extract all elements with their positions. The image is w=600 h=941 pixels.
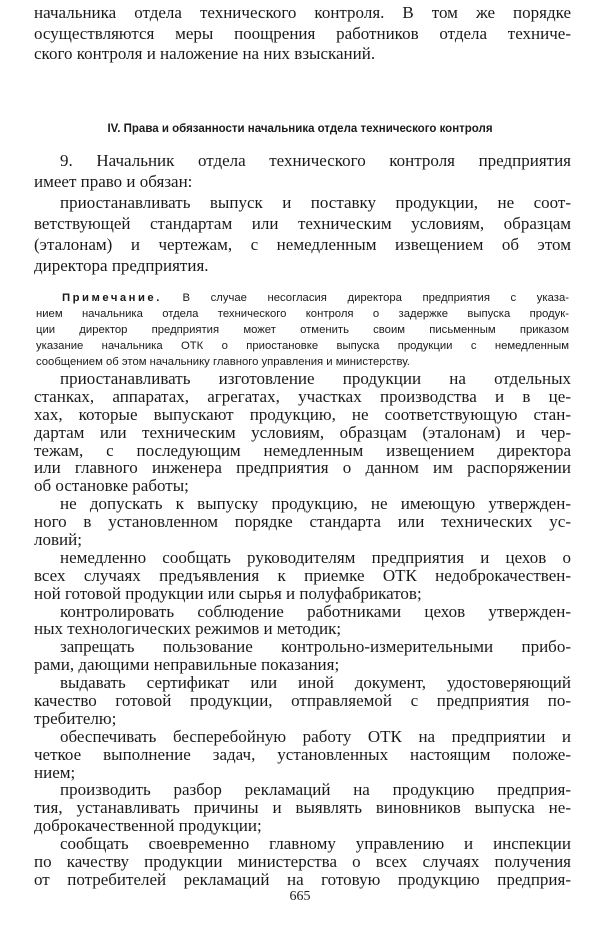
text-line: немедленно сообщать руководителям предприятия и цехов о (60, 547, 571, 567)
text-line: приостанавливать изготовление продукции на отдельных (60, 369, 571, 388)
text-line: тия, устанавливать причины и выявлять виновников выпуска не- (34, 798, 571, 818)
text-line: ловий; (34, 530, 82, 550)
text-line: контролировать соблюдение работниками цехов утвержден- (60, 601, 571, 621)
text-line: всех случаях предъявления к приемке ОТК недоброкачествен- (34, 565, 571, 585)
text-line: директора предприятия. (34, 256, 209, 275)
text-line: об остановке работы; (34, 476, 189, 496)
text-line: ной готовой продукции или сырья и полуфабрикатов; (34, 583, 422, 603)
text-line: выдавать сертификат или иной документ, удостоверяющий (60, 673, 571, 693)
text-line: нием; (34, 762, 76, 782)
note-label: Примечание. (62, 292, 162, 304)
main-text (34, 370, 571, 889)
text-line: запрещать пользование контрольно-измерительными прибо- (60, 637, 571, 657)
text-line: нием начальника отдела технического контроля о задержке выпуска продук- (36, 308, 569, 320)
text-line: сообщением об этом начальнику главного управления и министерству. (36, 356, 410, 368)
text-line: доброкачественной продукции; (34, 816, 262, 836)
note (36, 290, 569, 370)
text-line: производить разбор рекламаций на продукцию предприя- (60, 780, 571, 800)
paragraph-continuation (34, 3, 571, 65)
text-line: качество готовой продукции, отправляемой с предприятия по- (34, 691, 571, 711)
section-heading: IV. Права и обязанности начальника отдела технического контроля (107, 123, 493, 135)
text-line: сообщать своевременно главному управлению и инспекции (60, 834, 571, 854)
text-line: станках, аппаратах, агрегатах, участках производства и в це- (34, 386, 571, 406)
text-line: тежам, с последующим немедленным извещением директора (34, 440, 571, 460)
text-line: осуществляются меры поощрения работников отдела техниче- (34, 23, 571, 43)
text-line: обеспечивать бесперебойную работу ОТК на предприятии и (60, 726, 571, 746)
text-line: 9. Начальник отдела технического контроля предприятия (60, 151, 571, 170)
note-text: В случае несогласия директора предприятия с указа- (182, 292, 569, 304)
text-line: требителю; (34, 708, 117, 728)
text-line: (эталонам) и чертежам, с немедленным извещением об этом (34, 235, 571, 254)
text-line: ного в установленном порядке стандарта или технических ус- (34, 512, 571, 532)
text-line: рами, дающими неправильные показания; (34, 655, 340, 675)
text-line: приостанавливать выпуск и поставку продукции, не соот- (60, 193, 571, 212)
text-line: дартам или техническим условиям, образцам (эталонам) и чер- (34, 422, 571, 442)
text-line: от потребителей рекламаций на готовую продукцию предприя- (34, 869, 571, 889)
text-line: ветствующей стандартам или техническим условиям, образцам (34, 214, 571, 233)
text-line: по качеству продукции министерства о всех случаях получения (34, 852, 571, 872)
text-line: не допускать к выпуску продукцию, не имеющую утвержден- (60, 494, 571, 514)
text-line: указание начальника ОТК о приостановке выпуска продукции с немедленным (36, 340, 569, 352)
paragraph-9 (34, 150, 571, 276)
text-line: хах, которые выпускают продукцию, не соответствующую стан- (34, 404, 571, 424)
note-line (36, 290, 569, 306)
text-line: ции директор предприятия может отменить своим письменным приказом (36, 324, 569, 336)
text-line: четкое выполнение задач, установленных настоящим положе- (34, 744, 571, 764)
text-line: или главного инженера предприятия о данном им распоряжении (34, 458, 571, 478)
text-line: начальника отдела технического контроля. В том же порядке (34, 3, 571, 22)
text-line: ского контроля и наложение на них взысканий. (34, 44, 376, 63)
text-line: ных технологических режимов и методик; (34, 619, 342, 639)
text-line: имеет право и обязан: (34, 172, 193, 191)
page-number: 665 (289, 889, 311, 904)
